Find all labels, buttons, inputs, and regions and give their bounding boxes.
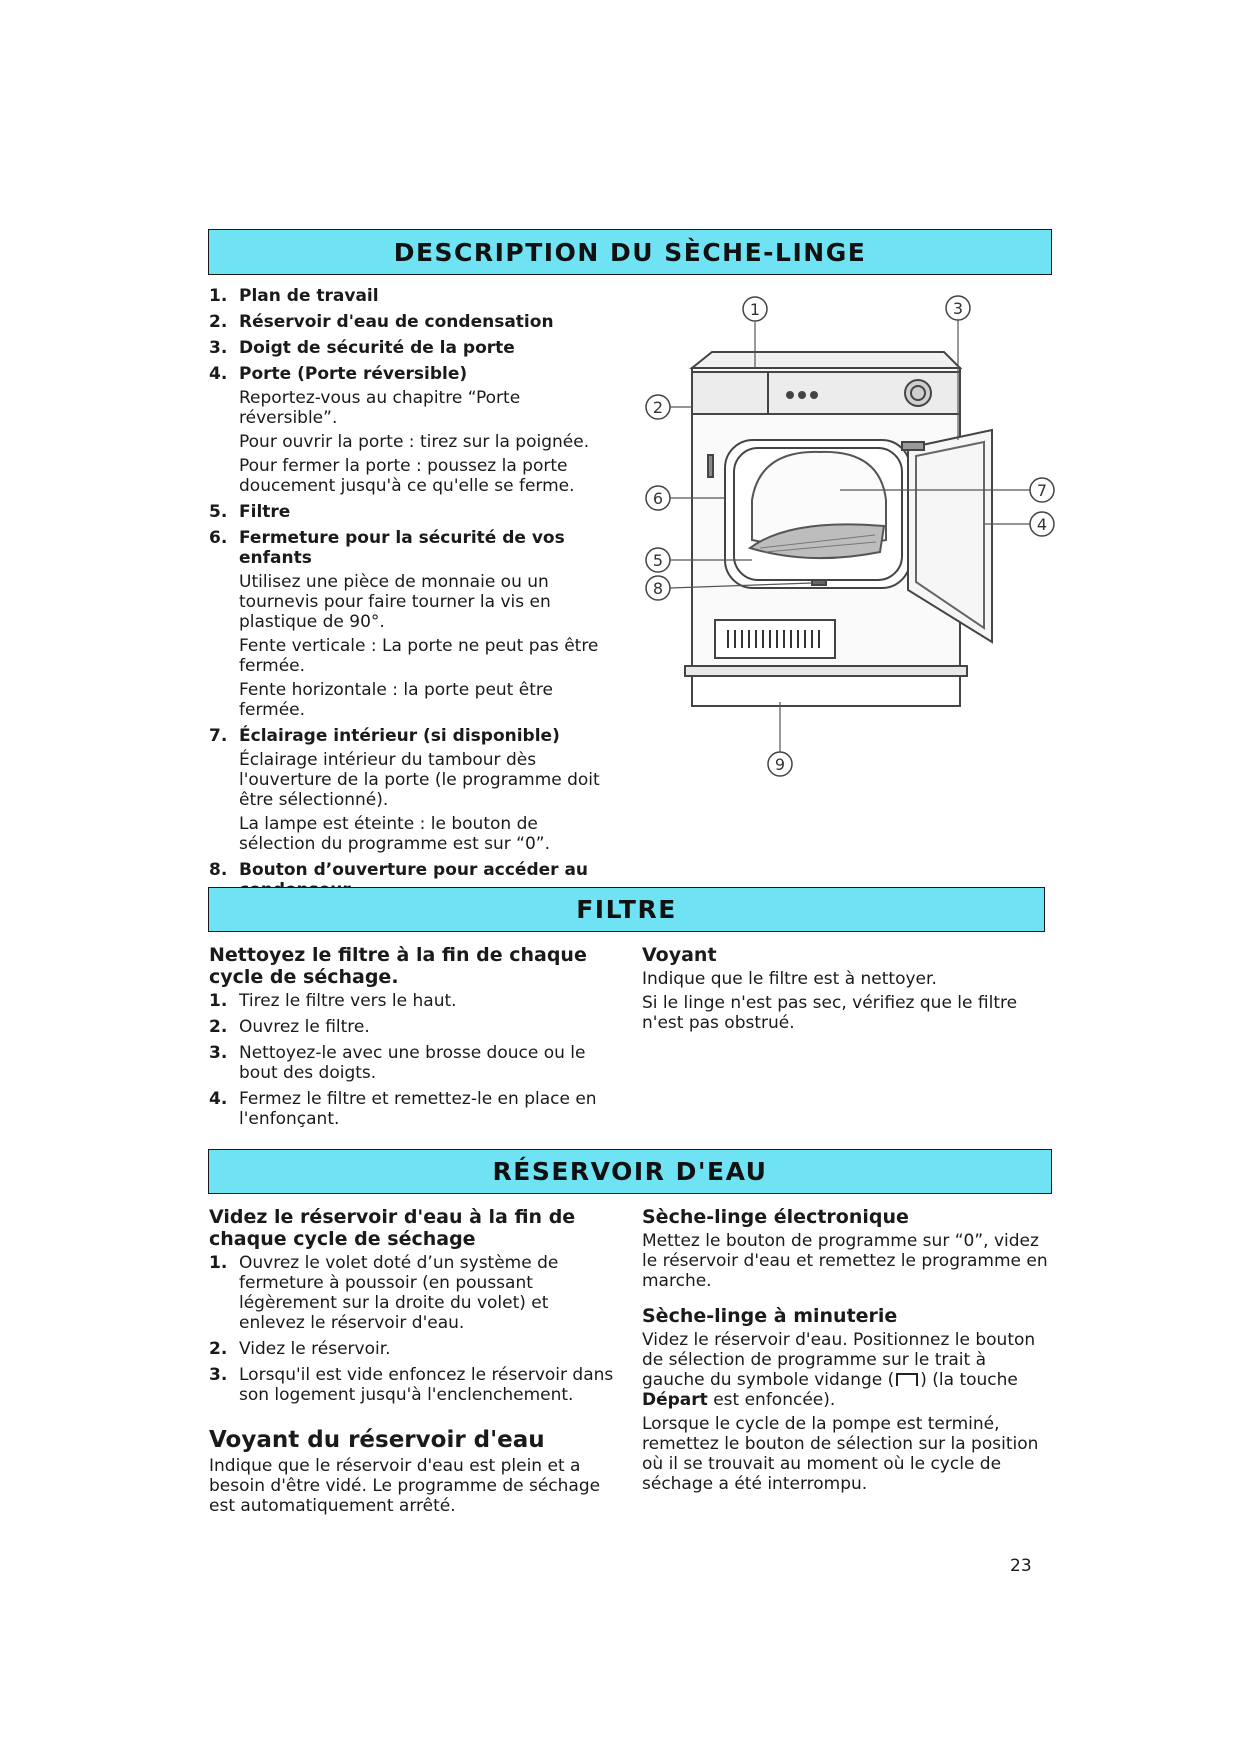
- item-label: Porte (Porte réversible): [239, 364, 468, 384]
- dryer-diagram: [640, 290, 1060, 780]
- detail-text: Reportez-vous au chapitre “Porte réversible”.: [239, 388, 521, 428]
- item-label: Plan de travail: [239, 286, 379, 306]
- reservoir-heading: Videz le réservoir d'eau à la fin de chaque cycle de séchage: [209, 1206, 576, 1250]
- filtre-section-header: [208, 887, 1045, 932]
- callout-8: [646, 576, 670, 600]
- item-details: [239, 750, 619, 854]
- detail-text: Fente horizontale : la porte peut être fermée.: [239, 680, 553, 720]
- item-number: 7.: [209, 726, 228, 746]
- step-number: 3.: [209, 1365, 228, 1385]
- step-number: 2.: [209, 1339, 228, 1359]
- step-text: Ouvrez le filtre.: [239, 1017, 370, 1037]
- item-number: 3.: [209, 338, 228, 358]
- step-number: 3.: [209, 1043, 228, 1063]
- list-item: [209, 726, 619, 854]
- list-item: [209, 1089, 619, 1129]
- list-item: [209, 364, 619, 496]
- item-number: 5.: [209, 502, 228, 522]
- step-text: Ouvrez le volet doté d’un système de fermeture à poussoir (en poussant légèrement sur la droite du volet) et enlevez le réservoir d'eau.: [239, 1253, 559, 1333]
- step-text: Nettoyez-le avec une brosse douce ou le bout des doigts.: [239, 1043, 586, 1083]
- step-number: 1.: [209, 1253, 228, 1273]
- timer-text-part: est enfoncée).: [707, 1390, 836, 1410]
- callout-2: [646, 395, 670, 419]
- callout-label: 2: [652, 398, 664, 417]
- callout-label: 3: [952, 299, 964, 318]
- detail-text: Pour fermer la porte : poussez la porte doucement jusqu'à ce qu'elle se ferme.: [239, 456, 575, 496]
- list-item: [209, 991, 619, 1011]
- callout-label: 8: [652, 579, 664, 598]
- callout-6: [646, 486, 670, 510]
- item-label: Réservoir d'eau de condensation: [239, 312, 554, 332]
- timer-dryer-text: [642, 1330, 1052, 1410]
- callout-7: [1030, 478, 1054, 502]
- voyant-text-2: Si le linge n'est pas sec, vérifiez que le filtre n'est pas obstrué.: [642, 993, 1018, 1033]
- description-section-header: [208, 229, 1052, 275]
- program-knob: [905, 380, 931, 406]
- filtre-steps: [209, 991, 619, 1129]
- callout-label: 7: [1036, 481, 1048, 500]
- item-label: Filtre: [239, 502, 291, 522]
- timer-dryer-text-2: Lorsque le cycle de la pompe est terminé, remettez le bouton de sélection sur la position où il se trouvait au moment où le cycle de séchage a été interrompu.: [642, 1414, 1039, 1494]
- filtre-left-column: [209, 944, 619, 1135]
- item-number: 2.: [209, 312, 228, 332]
- callout-5: [646, 548, 670, 572]
- voyant-reservoir-text: Indique que le réservoir d'eau est plein et a besoin d'être vidé. Le programme de séchage est automatiquement arrêté.: [209, 1456, 601, 1516]
- list-item: [209, 1043, 619, 1083]
- list-item: [209, 1365, 619, 1405]
- item-details: [239, 388, 619, 496]
- reservoir-left-column: [209, 1206, 619, 1520]
- reservoir-right-column: [642, 1206, 1052, 1498]
- detail-text: Fente verticale : La porte ne peut pas être fermée.: [239, 636, 599, 676]
- timer-text-part: ) (la touche: [920, 1370, 1018, 1390]
- list-item: [209, 1017, 619, 1037]
- item-label: Bouton d’ouverture pour accéder au: [239, 860, 589, 880]
- list-item: [209, 286, 619, 306]
- reservoir-section-header: [208, 1149, 1052, 1194]
- detail-text: La lampe est éteinte : le bouton de sélection du programme est sur “0”.: [239, 814, 551, 854]
- filtre-right-column: [642, 944, 1052, 1037]
- timer-dryer-heading: Sèche-linge à minuterie: [642, 1305, 898, 1327]
- depart-label: Départ: [642, 1390, 708, 1410]
- timer-text-part: Videz le réservoir d'eau. Positionnez le bouton de sélection de programme sur le trait à gauche du symbole vidange (: [642, 1330, 1036, 1390]
- page-number: 23: [1010, 1556, 1032, 1576]
- electronic-dryer-text: Mettez le bouton de programme sur “0”, videz le réservoir d'eau et remettez le programme en marche.: [642, 1231, 1048, 1291]
- filtre-heading: Nettoyez le filtre à la fin de chaque cycle de séchage.: [209, 944, 587, 988]
- list-item: [209, 1339, 619, 1359]
- item-label: Éclairage intérieur (si disponible): [239, 726, 560, 746]
- item-label: Doigt de sécurité de la porte: [239, 338, 515, 358]
- step-number: 4.: [209, 1089, 228, 1109]
- step-number: 1.: [209, 991, 228, 1011]
- component-list: [209, 286, 619, 932]
- item-label: Fermeture pour la sécurité de vos enfants: [239, 528, 565, 568]
- detail-text: Utilisez une pièce de monnaie ou un tournevis pour faire tourner la vis en plastique de 90°.: [239, 572, 551, 632]
- description-title: DESCRIPTION DU SÈCHE-LINGE: [393, 237, 867, 267]
- step-text: Lorsqu'il est vide enfoncez le réservoir dans son logement jusqu'à l'enclenchement.: [239, 1365, 614, 1405]
- step-number: 2.: [209, 1017, 228, 1037]
- list-item: [209, 528, 619, 720]
- callout-9: [768, 752, 792, 776]
- step-text: Videz le réservoir.: [239, 1339, 391, 1359]
- item-number: 6.: [209, 528, 228, 548]
- detail-text: Pour ouvrir la porte : tirez sur la poignée.: [239, 432, 590, 452]
- item-number: 4.: [209, 364, 228, 384]
- callout-1: [743, 297, 767, 321]
- callout-label: 6: [652, 489, 664, 508]
- list-item: [209, 502, 619, 522]
- callout-4: [1030, 512, 1054, 536]
- voyant-text: Indique que le filtre est à nettoyer.: [642, 969, 937, 989]
- callout-label: 1: [749, 300, 761, 319]
- list-item: [209, 338, 619, 358]
- list-item: [209, 1253, 619, 1333]
- electronic-dryer-heading: Sèche-linge électronique: [642, 1206, 909, 1228]
- step-text: Tirez le filtre vers le haut.: [239, 991, 457, 1011]
- callout-label: 4: [1036, 515, 1048, 534]
- step-text: Fermez le filtre et remettez-le en place en l'enfonçant.: [239, 1089, 597, 1129]
- callout-label: 5: [652, 551, 664, 570]
- voyant-reservoir-heading: Voyant du réservoir d'eau: [209, 1427, 545, 1453]
- voyant-heading: Voyant: [642, 944, 717, 966]
- worktop-shape: [692, 352, 960, 368]
- reservoir-steps: [209, 1253, 619, 1405]
- reservoir-title: RÉSERVOIR D'EAU: [492, 1157, 768, 1186]
- filtre-title: FILTRE: [576, 895, 677, 924]
- callout-label: 9: [774, 755, 786, 774]
- item-number: 1.: [209, 286, 228, 306]
- item-number: 8.: [209, 860, 228, 880]
- drain-symbol-icon: [896, 1373, 918, 1386]
- list-item: [209, 312, 619, 332]
- detail-text: Éclairage intérieur du tambour dès l'ouverture de la porte (le programme doit être sélectionné).: [239, 750, 600, 810]
- plinth: [685, 666, 967, 676]
- item-details: [239, 572, 619, 720]
- condenser-grille: [715, 620, 835, 658]
- callout-3: [946, 296, 970, 320]
